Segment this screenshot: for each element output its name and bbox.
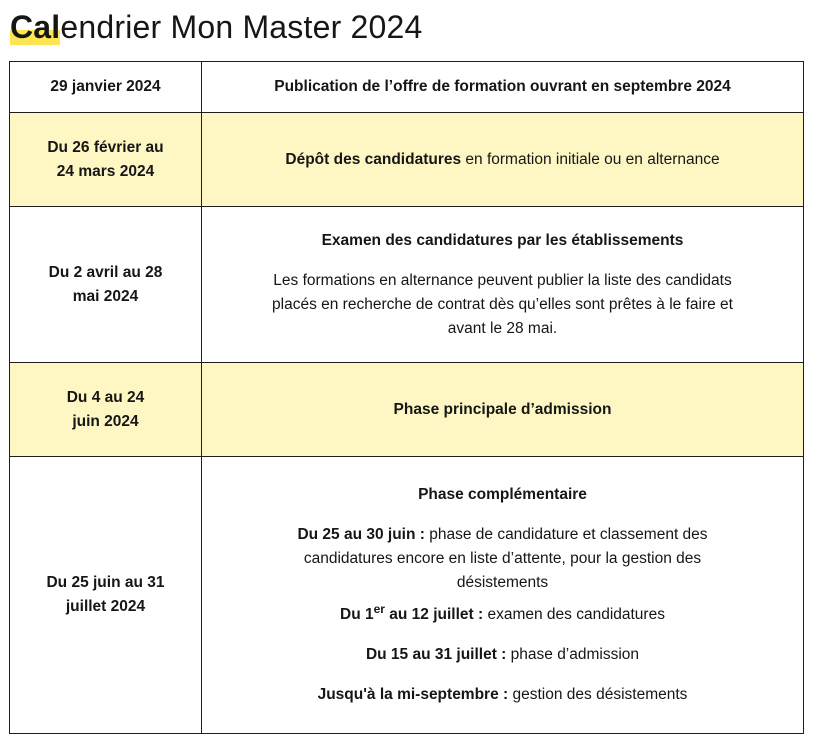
- date-line: juin 2024: [72, 412, 139, 430]
- date-line: 24 mars 2024: [56, 162, 155, 180]
- date-line: Du 4 au 24: [66, 388, 145, 406]
- date-cell: [10, 207, 202, 363]
- event-cell: [202, 62, 804, 113]
- item-text: candidatures encore en liste d’attente, pour la gestion des: [303, 550, 702, 567]
- date-line: juillet 2024: [65, 598, 146, 615]
- table-row: [10, 113, 804, 207]
- item-bold-text: Du 25 au 30 juin :: [297, 526, 425, 543]
- event-cell: [202, 363, 804, 457]
- item-bold-text: Du 1: [340, 606, 374, 623]
- event-text: Publication de l’offre de formation ouvrant en septembre 2024: [274, 78, 731, 95]
- date-cell: [10, 113, 202, 207]
- event-heading: Phase complémentaire: [418, 486, 587, 503]
- item-text: phase d’admission: [506, 646, 640, 663]
- event-cell: [202, 113, 804, 207]
- event-text: en formation initiale ou en alternance: [461, 150, 720, 168]
- event-note-line: placés en recherche de contrat dès qu’elles sont prêtes à le faire et: [272, 295, 733, 313]
- date-cell: [10, 457, 202, 734]
- item-text: gestion des désistements: [508, 686, 688, 703]
- table-row: [10, 62, 804, 113]
- date-line: Du 25 juin au 31: [46, 574, 165, 591]
- title-rest: endrier Mon Master 2024: [60, 9, 423, 45]
- event-note-line: avant le 28 mai.: [447, 319, 558, 337]
- date-line: Du 2 avril au 28: [48, 263, 163, 281]
- event-heading: Phase principale d’admission: [393, 400, 612, 418]
- calendar-table: [9, 61, 804, 734]
- event-cell: [202, 457, 804, 734]
- event-cell: [202, 207, 804, 363]
- page-title: [10, 8, 423, 46]
- table-row: [10, 363, 804, 457]
- event-note-line: Les formations en alternance peuvent publier la liste des candidats: [273, 271, 732, 289]
- date-cell: [10, 363, 202, 457]
- event-heading: Examen des candidatures par les établissements: [321, 231, 684, 249]
- table-row: [10, 457, 804, 734]
- table-row: [10, 207, 804, 363]
- event-bold-text: Dépôt des candidatures: [285, 150, 462, 168]
- item-superscript: er: [373, 602, 385, 616]
- item-bold-text: au 12 juillet :: [384, 606, 484, 623]
- item-text: désistements: [456, 574, 549, 591]
- item-bold-text: Jusqu'à la mi-septembre :: [317, 686, 509, 703]
- item-text: examen des candidatures: [483, 606, 665, 623]
- date-cell: [10, 62, 202, 113]
- item-bold-text: Du 15 au 31 juillet :: [365, 646, 507, 663]
- date-line: Du 26 février au: [47, 138, 164, 156]
- title-highlight: Cal: [10, 9, 61, 45]
- item-text: phase de candidature et classement des: [424, 526, 708, 543]
- date-text: 29 janvier 2024: [50, 78, 161, 95]
- date-line: mai 2024: [72, 287, 139, 305]
